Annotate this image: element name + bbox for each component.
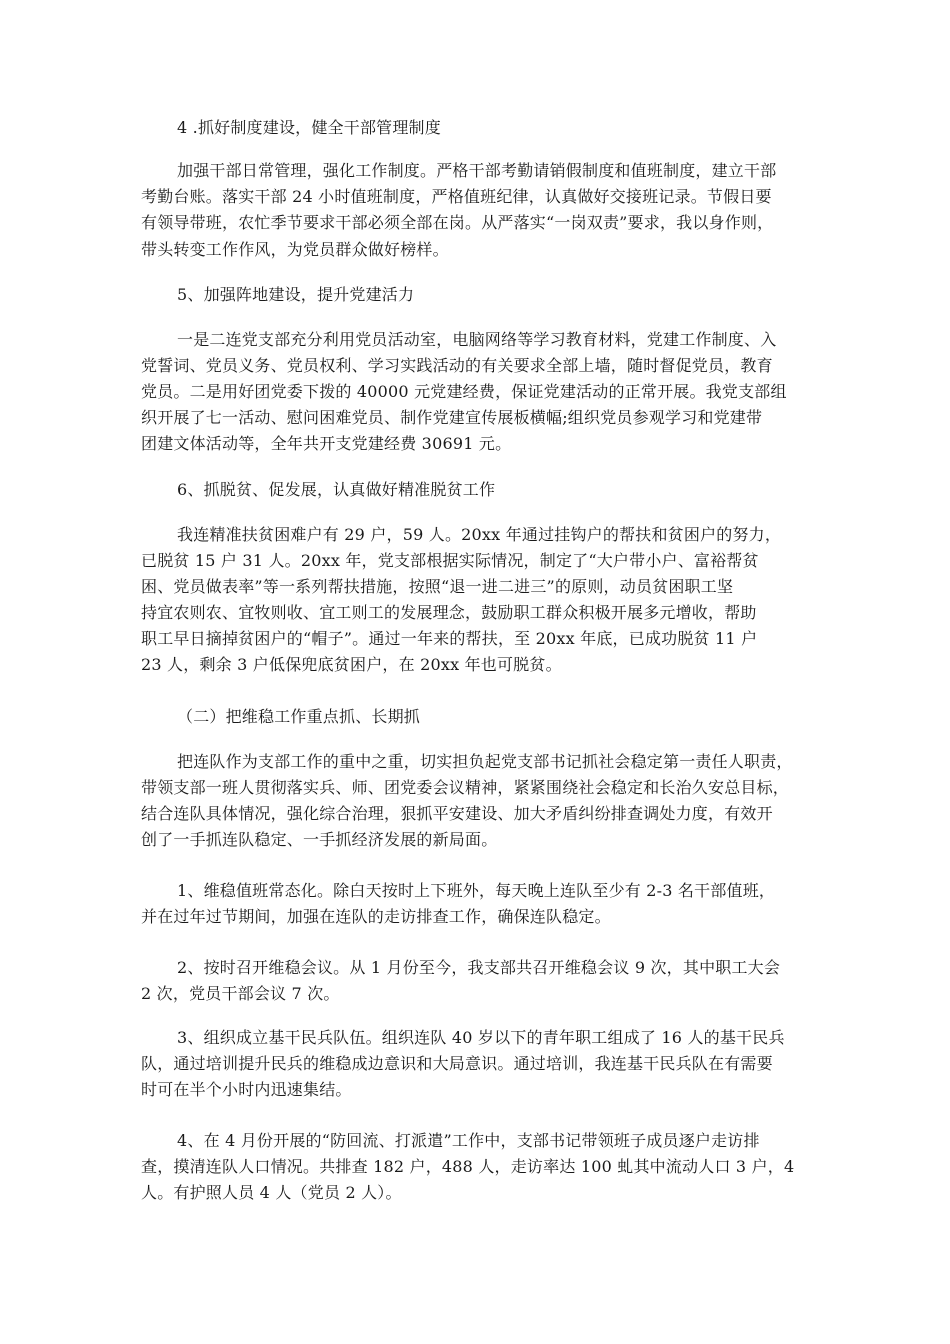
paragraph-line: 我连精准扶贫困难户有 29 户，59 人。20xx 年通过挂钩户的帮扶和贫困户的努力， [177, 525, 782, 544]
paragraph-line: 一是二连党支部充分利用党员活动室，电脑网络等学习教育材料，党建工作制度、入 [177, 330, 777, 349]
paragraph-line: 考勤台账。落实干部 24 小时值班制度，严格值班纪律，认真做好交接班记录。节假日要 [141, 187, 772, 206]
paragraph-line: 织开展了七一活动、慰问困难党员、制作党建宣传展板横幅;组织党员参观学习和党建带 [141, 408, 763, 427]
paragraph-line: 23 人，剩余 3 户低保兜底贫困户，在 20xx 年也可脱贫。 [141, 655, 562, 674]
paragraph-line: 4、在 4 月份开展的“防回流、打派遣”工作中，支部书记带领班子成员逐户走访排 [177, 1131, 760, 1150]
paragraph-line: 人。有护照人员 4 人（党员 2 人）。 [141, 1183, 402, 1202]
paragraph-line: 加强干部日常管理，强化工作制度。严格干部考勤请销假制度和值班制度，建立干部 [177, 161, 777, 180]
paragraph-line: 党员。二是用好团党委下拨的 40000 元党建经费，保证党建活动的正常开展。我党支部组 [141, 382, 787, 401]
paragraph-line: 持宜农则农、宜牧则收、宜工则工的发展理念，鼓励职工群众积极开展多元增收，帮助 [141, 603, 757, 622]
paragraph-line: 创了一手抓连队稳定、一手抓经济发展的新局面。 [141, 830, 498, 849]
paragraph-line: 职工早日摘掉贫困户的“帽子”。通过一年来的帮扶，至 20xx 年底，已成功脱贫 11 户 [141, 629, 758, 648]
paragraph-line: 带头转变工作作风，为党员群众做好榜样。 [141, 240, 449, 259]
section-heading-5: 5、加强阵地建设，提升党建活力 [177, 285, 415, 304]
paragraph-line: 3、组织成立基干民兵队伍。组织连队 40 岁以下的青年职工组成了 16 人的基干民兵 [177, 1028, 785, 1047]
paragraph-line: 结合连队具体情况，强化综合治理，狠抓平安建设、加大矛盾纠纷排查调处力度，有效开 [141, 804, 773, 823]
paragraph-line: 时可在半个小时内迅速集结。 [141, 1080, 352, 1099]
section-heading-2: （二）把维稳工作重点抓、长期抓 [177, 707, 421, 726]
paragraph-line: 1、维稳值班常态化。除白天按时上下班外，每天晚上连队至少有 2-3 名干部值班， [177, 881, 776, 900]
section-heading-4: 4 .抓好制度建设，健全干部管理制度 [177, 118, 441, 137]
paragraph-line: 查，摸清连队人口情况。共排查 182 户，488 人，走访率达 100 虬其中流动人口 3 户，4 [141, 1157, 795, 1176]
paragraph-line: 带领支部一班人贯彻落实兵、师、团党委会议精神，紧紧围绕社会稳定和长治久安总目标， [141, 778, 790, 797]
paragraph-line: 把连队作为支部工作的重中之重，切实担负起党支部书记抓社会稳定第一责任人职责， [177, 752, 793, 771]
paragraph-line: 2 次，党员干部会议 7 次。 [141, 984, 340, 1003]
paragraph-line: 团建文体活动等，全年共开支党建经费 30691 元。 [141, 434, 512, 453]
section-heading-6: 6、抓脱贫、促发展，认真做好精准脱贫工作 [177, 480, 496, 499]
paragraph-line: 党誓词、党员义务、党员权利、学习实践活动的有关要求全部上墙，随时督促党员，教育 [141, 356, 773, 375]
paragraph-line: 队，通过培训提升民兵的维稳成边意识和大局意识。通过培训，我连基干民兵队在有需要 [141, 1054, 773, 1073]
paragraph-line: 困、党员做表率”等一系列帮扶措施，按照“退一进二进三”的原则，动员贫困职工坚 [141, 577, 734, 596]
paragraph-line: 2、按时召开维稳会议。从 1 月份至今，我支部共召开维稳会议 9 次，其中职工大会 [177, 958, 781, 977]
paragraph-line: 有领导带班，农忙季节要求干部必须全部在岗。从严落实“一岗双责”要求，我以身作则， [141, 213, 774, 232]
paragraph-line: 并在过年过节期间，加强在连队的走访排查工作，确保连队稳定。 [141, 907, 611, 926]
paragraph-line: 已脱贫 15 户 31 人。20xx 年，党支部根据实际情况，制定了“大户带小户、富裕帮贫 [141, 551, 759, 570]
